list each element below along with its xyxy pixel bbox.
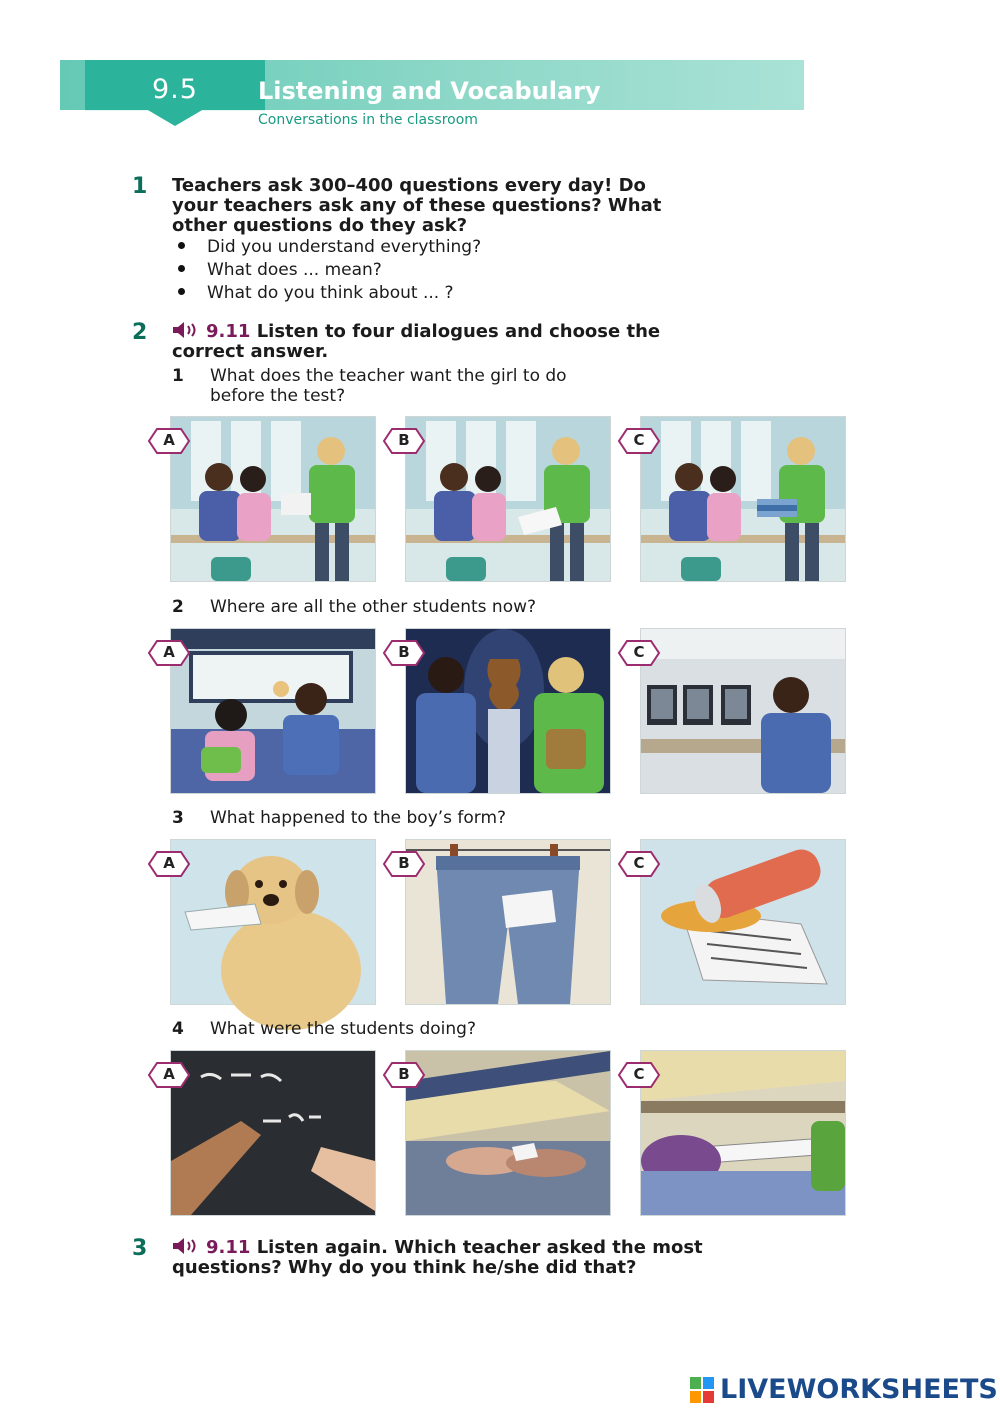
- exercise-3-line: questions? Why do you think he/she did that?: [172, 1257, 637, 1278]
- option-panel-q3-c[interactable]: [633, 839, 846, 1005]
- blackboard-illustration: [171, 1051, 375, 1215]
- spilled-can-illustration: [641, 840, 845, 1004]
- brand-name[interactable]: LIVEWORKSHEETS: [720, 1374, 998, 1405]
- bullet-text: Did you understand everything?: [207, 237, 482, 257]
- bus-illustration: [171, 629, 375, 793]
- question-number: 3: [172, 808, 184, 828]
- bullet-icon: [178, 265, 185, 272]
- exercise-1-bullet-list: [178, 236, 481, 305]
- question-2: [172, 597, 772, 617]
- unit-number: 9.5: [152, 74, 198, 105]
- question-text: What were the students doing?: [210, 1019, 476, 1039]
- computer-room-illustration: [641, 629, 845, 793]
- option-badge: C: [619, 1061, 659, 1089]
- audio-speaker-icon[interactable]: [172, 322, 202, 338]
- question-text: before the test?: [210, 386, 346, 406]
- dog-illustration: [171, 840, 375, 1004]
- option-panel-q4-b[interactable]: [398, 1050, 611, 1216]
- option-panel-q1-c[interactable]: [633, 416, 846, 582]
- exercise-1-instructions: [172, 176, 792, 236]
- classroom-illustration: [171, 417, 375, 581]
- exercise-2-line: Listen to four dialogues and choose the: [256, 321, 661, 342]
- exercise-3-number: 3: [132, 1236, 148, 1261]
- option-badge: C: [619, 639, 659, 667]
- exercise-1-line: Teachers ask 300–400 questions every day! Do: [172, 175, 646, 196]
- question-number: 4: [172, 1019, 184, 1039]
- bullet-item: [178, 282, 481, 305]
- option-panel-q4-a[interactable]: [163, 1050, 376, 1216]
- option-badge: B: [384, 427, 424, 455]
- bullet-icon: [178, 288, 185, 295]
- audio-track-number: 9.11: [206, 1237, 251, 1258]
- student-writing-illustration: [641, 1051, 845, 1215]
- museum-illustration: [406, 629, 610, 793]
- question-4: [172, 1019, 772, 1039]
- option-panel-q1-b[interactable]: [398, 416, 611, 582]
- classroom-illustration: [641, 417, 845, 581]
- exercise-1-line: other questions do they ask?: [172, 215, 468, 236]
- audio-track-number: 9.11: [206, 321, 251, 342]
- question-number: 2: [172, 597, 184, 617]
- option-badge: B: [384, 639, 424, 667]
- option-badge: B: [384, 1061, 424, 1089]
- option-badge: A: [149, 850, 189, 878]
- bullet-item: [178, 236, 481, 259]
- option-panel-q3-b[interactable]: [398, 839, 611, 1005]
- jeans-illustration: [406, 840, 610, 1004]
- option-panel-q3-a[interactable]: [163, 839, 376, 1005]
- exercise-2-number: 2: [132, 320, 148, 345]
- question-3: [172, 808, 772, 828]
- option-panel-q2-a[interactable]: [163, 628, 376, 794]
- classroom-illustration: [406, 417, 610, 581]
- option-panel-q2-c[interactable]: [633, 628, 846, 794]
- exercise-3-line: Listen again. Which teacher asked the most: [256, 1237, 703, 1258]
- option-panel-q4-c[interactable]: [633, 1050, 846, 1216]
- option-panel-q1-a[interactable]: [163, 416, 376, 582]
- page-subtitle: Conversations in the classroom: [258, 112, 478, 128]
- exercise-3-instructions: [172, 1238, 792, 1278]
- option-badge: A: [149, 639, 189, 667]
- desk-note-illustration: [406, 1051, 610, 1215]
- question-number: 1: [172, 366, 184, 386]
- option-badge: A: [149, 1061, 189, 1089]
- question-text: What does the teacher want the girl to do: [210, 366, 567, 386]
- exercise-1-number: 1: [132, 174, 148, 199]
- bullet-text: What do you think about ... ?: [207, 283, 454, 303]
- option-badge: C: [619, 850, 659, 878]
- exercise-2-instructions: [172, 322, 792, 362]
- exercise-1-line: your teachers ask any of these questions? What: [172, 195, 662, 216]
- bullet-icon: [178, 242, 185, 249]
- liveworksheets-logo-icon: [690, 1374, 716, 1406]
- option-panel-q2-b[interactable]: [398, 628, 611, 794]
- question-text: Where are all the other students now?: [210, 597, 537, 617]
- question-1: [172, 366, 772, 406]
- page-title: Listening and Vocabulary: [258, 77, 601, 105]
- option-badge: A: [149, 427, 189, 455]
- bullet-item: [178, 259, 481, 282]
- option-badge: B: [384, 850, 424, 878]
- exercise-2-line: correct answer.: [172, 341, 329, 362]
- bullet-text: What does ... mean?: [207, 260, 382, 280]
- audio-speaker-icon[interactable]: [172, 1238, 202, 1254]
- question-text: What happened to the boy’s form?: [210, 808, 507, 828]
- option-badge: C: [619, 427, 659, 455]
